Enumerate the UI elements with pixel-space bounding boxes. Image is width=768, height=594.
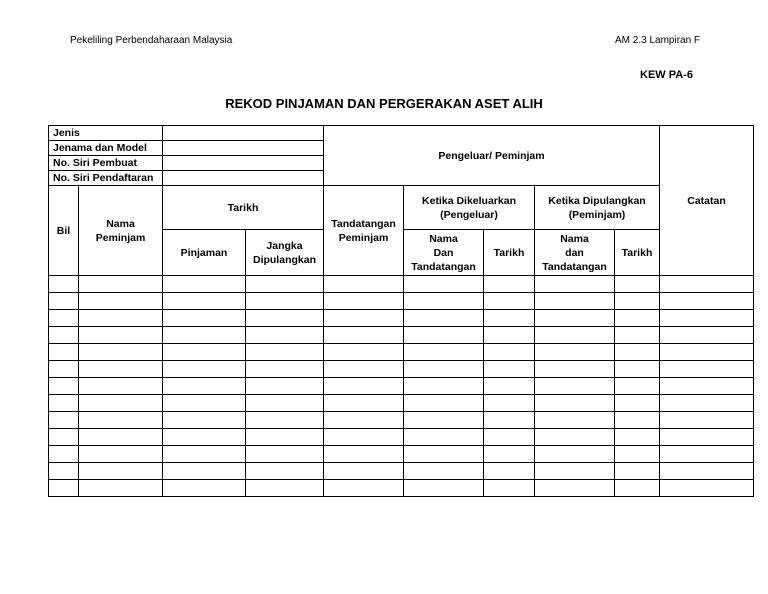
entry-cell[interactable] [79, 293, 163, 310]
entry-cell[interactable] [615, 395, 660, 412]
header-ketika-dipulangkan-line2: (Peminjam) [568, 208, 626, 221]
entry-cell[interactable] [49, 446, 79, 463]
entry-cell[interactable] [404, 395, 484, 412]
entry-cell[interactable] [246, 395, 324, 412]
header-tandatangan-line2: Peminjam [338, 231, 389, 244]
entry-row [49, 378, 754, 395]
entry-cell[interactable] [404, 344, 484, 361]
header-tandatangan-line1: Tandatangan [331, 217, 396, 230]
header-ndt1-line1: Nama [429, 232, 458, 245]
entry-cell[interactable] [324, 293, 404, 310]
entry-cell[interactable] [49, 480, 79, 497]
entry-cell[interactable] [246, 293, 324, 310]
entry-cell[interactable] [163, 378, 246, 395]
header-tandatangan-peminjam [324, 186, 404, 276]
entry-row [49, 327, 754, 344]
entry-cell[interactable] [324, 276, 404, 293]
entry-cell[interactable] [615, 327, 660, 344]
header-ndt2-line2: dan [565, 246, 584, 259]
entry-cell[interactable] [615, 412, 660, 429]
field-no-siri-pembuat[interactable] [163, 156, 324, 171]
label-no-siri-pendaftaran: No. Siri Pendaftaran [49, 171, 163, 186]
entry-cell[interactable] [535, 429, 615, 446]
entry-cell[interactable] [163, 276, 246, 293]
entry-cell[interactable] [49, 276, 79, 293]
entry-row [49, 310, 754, 327]
entry-cell[interactable] [535, 276, 615, 293]
entry-cell[interactable] [79, 463, 163, 480]
entry-row [49, 276, 754, 293]
entry-cell[interactable] [79, 412, 163, 429]
header-tarikh-pengeluar: Tarikh [484, 230, 535, 276]
entry-cell[interactable] [535, 327, 615, 344]
entry-cell[interactable] [246, 344, 324, 361]
header-ketika-dikeluarkan [404, 186, 535, 230]
entry-cell[interactable] [324, 327, 404, 344]
entry-row [49, 463, 754, 480]
entry-cell[interactable] [246, 361, 324, 378]
entry-cell[interactable] [324, 344, 404, 361]
header-nama-peminjam-line1: Nama [106, 217, 135, 230]
entry-cell[interactable] [404, 361, 484, 378]
circular-reference: Pekeliling Perbendaharaan Malaysia [70, 35, 233, 46]
entry-cell[interactable] [484, 276, 535, 293]
entry-cell[interactable] [660, 344, 754, 361]
entry-cell[interactable] [49, 378, 79, 395]
entry-cell[interactable] [246, 310, 324, 327]
header-jangka-line1: Jangka [266, 239, 303, 252]
header-bil: Bil [49, 186, 79, 276]
header-jangka-line2: Dipulangkan [252, 253, 316, 266]
header-ketika-dipulangkan [535, 186, 660, 230]
header-ndt1-line3: Tandatangan [411, 260, 476, 273]
label-jenis: Jenis [49, 126, 163, 141]
entry-cell[interactable] [484, 378, 535, 395]
entry-row [49, 293, 754, 310]
form-code: KEW PA-6 [640, 69, 693, 81]
entry-cell[interactable] [615, 463, 660, 480]
entry-cell[interactable] [404, 480, 484, 497]
entry-cell[interactable] [535, 344, 615, 361]
entry-cell[interactable] [615, 344, 660, 361]
entry-cell[interactable] [615, 276, 660, 293]
entry-cell[interactable] [484, 463, 535, 480]
entry-cell[interactable] [535, 378, 615, 395]
header-nama-peminjam-line2: Peminjam [95, 231, 146, 244]
entry-cell[interactable] [404, 412, 484, 429]
entry-cell[interactable] [660, 361, 754, 378]
entry-cell[interactable] [660, 293, 754, 310]
entry-cell[interactable] [79, 276, 163, 293]
entry-cell[interactable] [615, 293, 660, 310]
entry-cell[interactable] [660, 429, 754, 446]
header-ketika-dikeluarkan-line2: (Pengeluar) [440, 208, 498, 221]
entry-cell[interactable] [535, 463, 615, 480]
entry-cell[interactable] [246, 327, 324, 344]
document-title: REKOD PINJAMAN DAN PERGERAKAN ASET ALIH [225, 96, 543, 111]
entry-cell[interactable] [404, 378, 484, 395]
entry-cell[interactable] [246, 429, 324, 446]
entry-cell[interactable] [163, 293, 246, 310]
entry-cell[interactable] [484, 480, 535, 497]
entry-cell[interactable] [163, 412, 246, 429]
entry-cell[interactable] [660, 276, 754, 293]
entry-cell[interactable] [79, 310, 163, 327]
header-pinjaman: Pinjaman [163, 230, 246, 276]
header-tarikh: Tarikh [163, 186, 324, 230]
entry-cell[interactable] [484, 361, 535, 378]
entry-cell[interactable] [404, 429, 484, 446]
header-tarikh-peminjam: Tarikh [615, 230, 660, 276]
entry-cell[interactable] [163, 395, 246, 412]
entry-cell[interactable] [615, 310, 660, 327]
field-no-siri-pendaftaran[interactable] [163, 171, 324, 186]
entry-cell[interactable] [484, 293, 535, 310]
entry-cell[interactable] [535, 310, 615, 327]
entry-cell[interactable] [660, 310, 754, 327]
entry-cell[interactable] [615, 378, 660, 395]
entry-cell[interactable] [49, 429, 79, 446]
header-ketika-dipulangkan-line1: Ketika Dipulangkan [548, 194, 646, 207]
entry-cell[interactable] [615, 446, 660, 463]
entry-row [49, 429, 754, 446]
header-nama-dan-tandatangan-pengeluar [404, 230, 484, 276]
entry-cell[interactable] [404, 293, 484, 310]
entry-cell[interactable] [163, 361, 246, 378]
entry-cell[interactable] [49, 361, 79, 378]
entry-cell[interactable] [484, 395, 535, 412]
entry-cell[interactable] [615, 361, 660, 378]
header-ndt1-line2: Dan [433, 246, 454, 259]
entry-row [49, 361, 754, 378]
entry-cell[interactable] [163, 463, 246, 480]
entry-row [49, 344, 754, 361]
entry-cell[interactable] [404, 446, 484, 463]
entry-cell[interactable] [49, 310, 79, 327]
entry-cell[interactable] [246, 463, 324, 480]
loan-record-table [48, 125, 754, 497]
header-ndt2-line3: Tandatangan [542, 260, 607, 273]
label-jenama-model: Jenama dan Model [49, 141, 163, 156]
entry-cell[interactable] [484, 344, 535, 361]
entry-cell[interactable] [79, 446, 163, 463]
entry-row [49, 412, 754, 429]
entry-cell[interactable] [535, 480, 615, 497]
entry-cell[interactable] [660, 327, 754, 344]
entry-cell[interactable] [324, 395, 404, 412]
entry-row [49, 446, 754, 463]
header-ketika-dikeluarkan-line1: Ketika Dikeluarkan [422, 194, 516, 207]
entry-cell[interactable] [535, 293, 615, 310]
entry-cell[interactable] [404, 276, 484, 293]
entry-cell[interactable] [246, 412, 324, 429]
entry-cell[interactable] [163, 310, 246, 327]
entry-cell[interactable] [49, 344, 79, 361]
header-ndt2-line1: Nama [560, 232, 589, 245]
header-nama-peminjam [79, 186, 163, 276]
entry-cell[interactable] [49, 463, 79, 480]
entry-cell[interactable] [246, 378, 324, 395]
entry-cell[interactable] [484, 310, 535, 327]
entry-cell[interactable] [324, 412, 404, 429]
entry-cell[interactable] [79, 327, 163, 344]
entry-cell[interactable] [535, 361, 615, 378]
entry-cell[interactable] [79, 429, 163, 446]
header-jangka-dipulangkan [246, 230, 324, 276]
entry-cell[interactable] [615, 429, 660, 446]
entry-cell[interactable] [535, 395, 615, 412]
entry-cell[interactable] [246, 480, 324, 497]
entry-cell[interactable] [246, 446, 324, 463]
entry-cell[interactable] [615, 480, 660, 497]
label-no-siri-pembuat: No. Siri Pembuat [49, 156, 163, 171]
entry-cell[interactable] [49, 293, 79, 310]
entry-cell[interactable] [163, 446, 246, 463]
field-jenama-model[interactable] [163, 141, 324, 156]
header-nama-dan-tandatangan-peminjam [535, 230, 615, 276]
entry-cell[interactable] [484, 327, 535, 344]
entry-cell[interactable] [163, 480, 246, 497]
entry-cell[interactable] [484, 412, 535, 429]
entry-cell[interactable] [535, 412, 615, 429]
entry-cell[interactable] [49, 395, 79, 412]
appendix-reference: AM 2.3 Lampiran F [615, 35, 701, 46]
entry-cell[interactable] [660, 395, 754, 412]
entry-cell[interactable] [163, 429, 246, 446]
entry-cell[interactable] [163, 344, 246, 361]
entry-cell[interactable] [49, 412, 79, 429]
entry-cell[interactable] [79, 378, 163, 395]
entry-cell[interactable] [79, 344, 163, 361]
entry-cell[interactable] [324, 429, 404, 446]
entry-cell[interactable] [660, 463, 754, 480]
field-jenis[interactable] [163, 126, 324, 141]
entry-cell[interactable] [324, 463, 404, 480]
entry-cell[interactable] [404, 310, 484, 327]
entry-cell[interactable] [79, 480, 163, 497]
entry-cell[interactable] [324, 446, 404, 463]
entry-cell[interactable] [324, 378, 404, 395]
entry-cell[interactable] [79, 395, 163, 412]
entry-cell[interactable] [535, 446, 615, 463]
entry-cell[interactable] [660, 446, 754, 463]
entry-cell[interactable] [324, 361, 404, 378]
entry-cell[interactable] [660, 480, 754, 497]
entry-cell[interactable] [484, 446, 535, 463]
entry-cell[interactable] [246, 276, 324, 293]
entry-cell[interactable] [660, 378, 754, 395]
entry-cell[interactable] [163, 327, 246, 344]
entry-row [49, 480, 754, 497]
header-pengeluar-peminjam: Pengeluar/ Peminjam [324, 126, 660, 186]
entry-row [49, 395, 754, 412]
entry-cell[interactable] [660, 412, 754, 429]
entry-cell[interactable] [404, 327, 484, 344]
entry-cell[interactable] [324, 310, 404, 327]
entry-cell[interactable] [324, 480, 404, 497]
header-catatan: Catatan [660, 126, 754, 276]
entry-cell[interactable] [79, 361, 163, 378]
entry-cell[interactable] [484, 429, 535, 446]
entry-cell[interactable] [49, 327, 79, 344]
entry-cell[interactable] [404, 463, 484, 480]
